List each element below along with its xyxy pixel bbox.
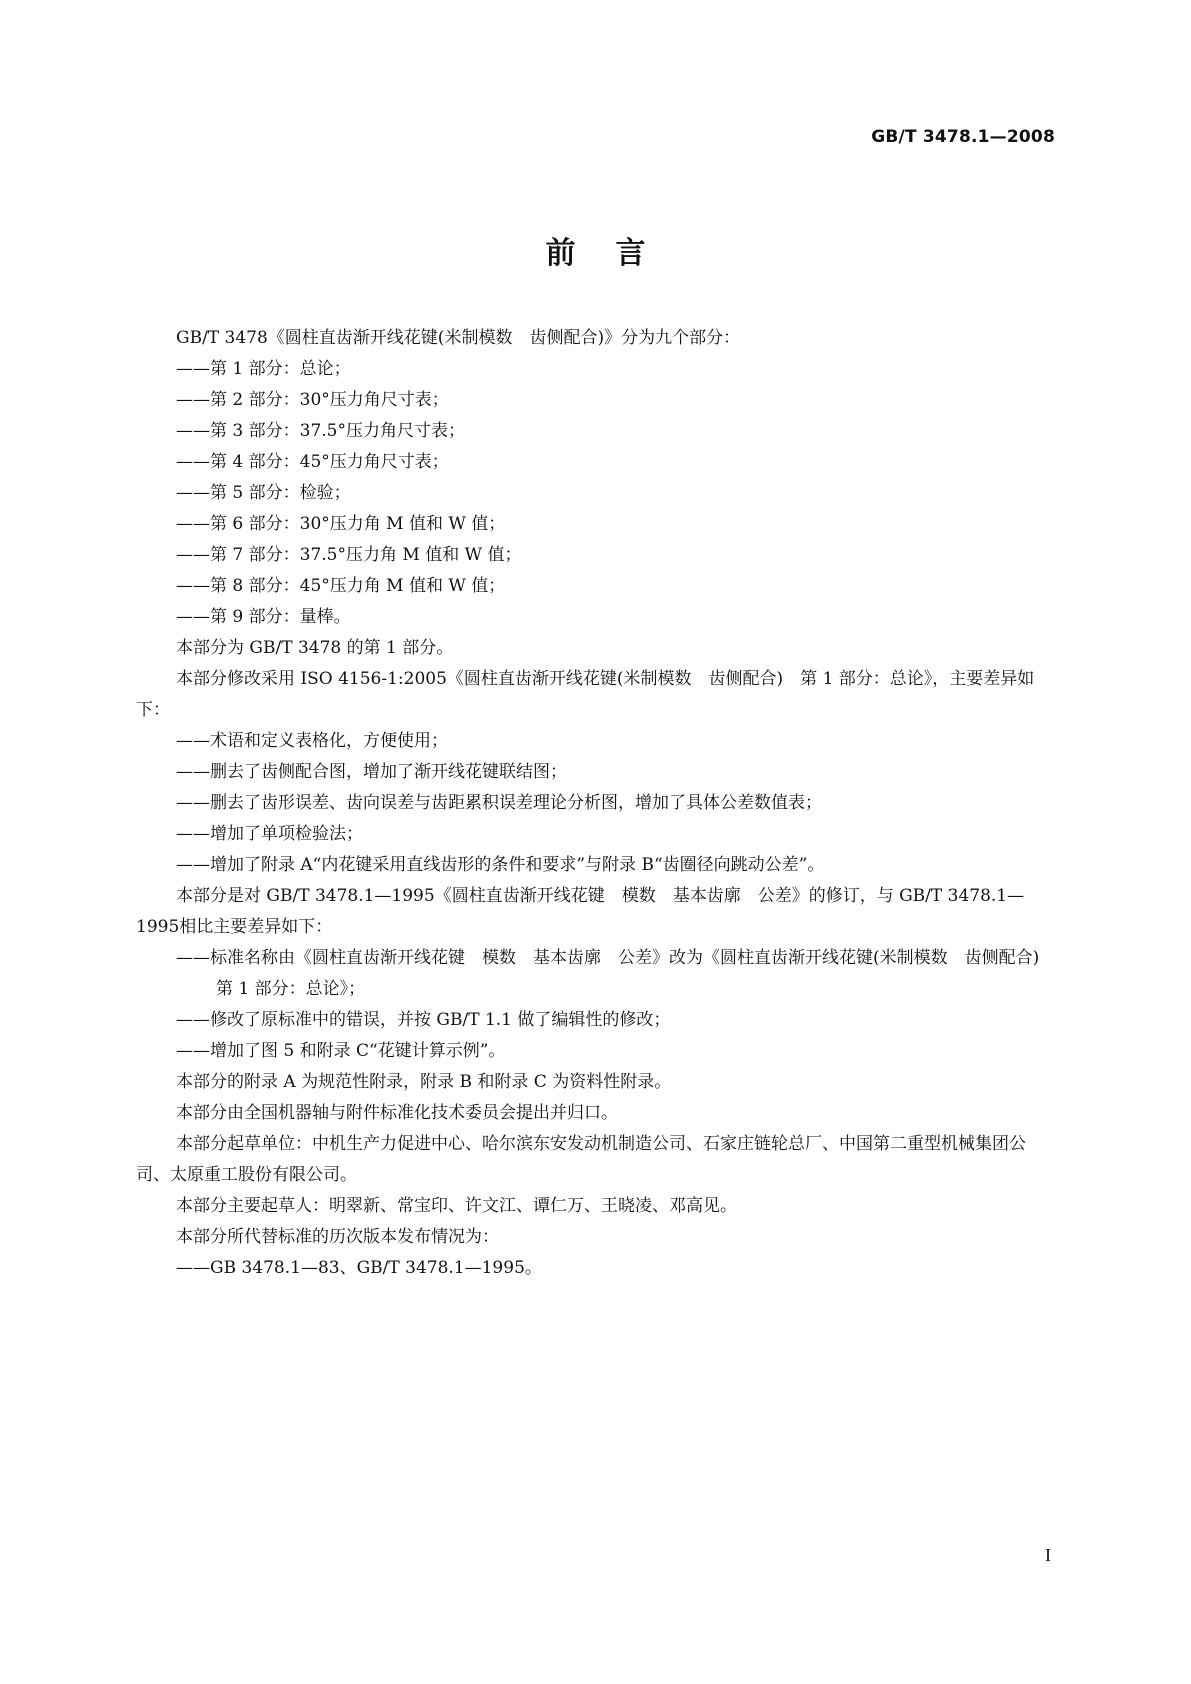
list-item: ——术语和定义表格化，方便使用；: [176, 731, 448, 751]
list-item: ——第 7 部分：37.5°压力角 M 值和 W 值；: [176, 545, 522, 565]
paragraph: 本部分修改采用 ISO 4156-1:2005《圆柱直齿渐开线花键(米制模数 齿侧配合) 第 1 部分：总论》，主要差异如下：: [136, 669, 1035, 720]
paragraph: 本部分的附录 A 为规范性附录，附录 B 和附录 C 为资料性附录。: [176, 1072, 672, 1092]
page-title: 前言: [545, 236, 686, 271]
paragraph: GB/T 3478《圆柱直齿渐开线花键(米制模数 齿侧配合)》分为九个部分：: [176, 328, 741, 348]
list-item: ——第 8 部分：45°压力角 M 值和 W 值；: [176, 576, 506, 596]
paragraph: 本部分由全国机器轴与附件标准化技术委员会提出并归口。: [176, 1103, 618, 1123]
list-item: ——第 6 部分：30°压力角 M 值和 W 值；: [176, 514, 506, 534]
list-item: ——增加了附录 A“内花键采用直线齿形的条件和要求”与附录 B“齿圈径向跳动公差”。: [176, 855, 825, 875]
list-item: ——删去了齿形误差、齿向误差与齿距累积误差理论分析图，增加了具体公差数值表；: [176, 793, 822, 813]
paragraph: 本部分所代替标准的历次版本发布情况为：: [176, 1227, 499, 1247]
paragraph: 本部分是对 GB/T 3478.1—1995《圆柱直齿渐开线花键 模数 基本齿廓 公差》的修订，与 GB/T 3478.1—1995相比主要差异如下：: [136, 886, 1025, 937]
paragraph: 本部分为 GB/T 3478 的第 1 部分。: [176, 638, 454, 658]
standard-code: GB/T 3478.1—2008: [871, 127, 1055, 147]
list-item: ——增加了图 5 和附录 C“花键计算示例”。: [176, 1041, 506, 1061]
list-item: ——GB 3478.1—83、GB/T 3478.1—1995。: [176, 1258, 542, 1278]
list-item: ——修改了原标准中的错误，并按 GB/T 1.1 做了编辑性的修改；: [176, 1010, 671, 1030]
list-item: ——增加了单项检验法；: [176, 824, 363, 844]
list-item: ——第 4 部分：45°压力角尺寸表；: [176, 452, 449, 472]
page-number: I: [1045, 1545, 1051, 1565]
paragraph: 本部分主要起草人：明翠新、常宝印、许文江、谭仁万、王晓凌、邓高见。: [176, 1196, 737, 1216]
list-item: ——第 5 部分：检验；: [176, 483, 351, 503]
list-item: ——第 9 部分：量棒。: [176, 607, 351, 627]
paragraph: 本部分起草单位：中机生产力促进中心、哈尔滨东安发动机制造公司、石家庄链轮总厂、中国第二重型机械集团公司、太原重工股份有限公司。: [136, 1134, 1026, 1185]
list-item: ——第 3 部分：37.5°压力角尺寸表；: [176, 421, 465, 441]
list-item: ——删去了齿侧配合图，增加了渐开线花键联结图；: [176, 762, 567, 782]
list-item: ——第 1 部分：总论；: [176, 359, 351, 379]
foreword-body: [136, 323, 1058, 1284]
list-item: ——第 2 部分：30°压力角尺寸表；: [176, 390, 449, 410]
list-item: ——标准名称由《圆柱直齿渐开线花键 模数 基本齿廓 公差》改为《圆柱直齿渐开线花键(米制模数 齿侧配合) 第 1 部分：总论》；: [176, 948, 1057, 999]
